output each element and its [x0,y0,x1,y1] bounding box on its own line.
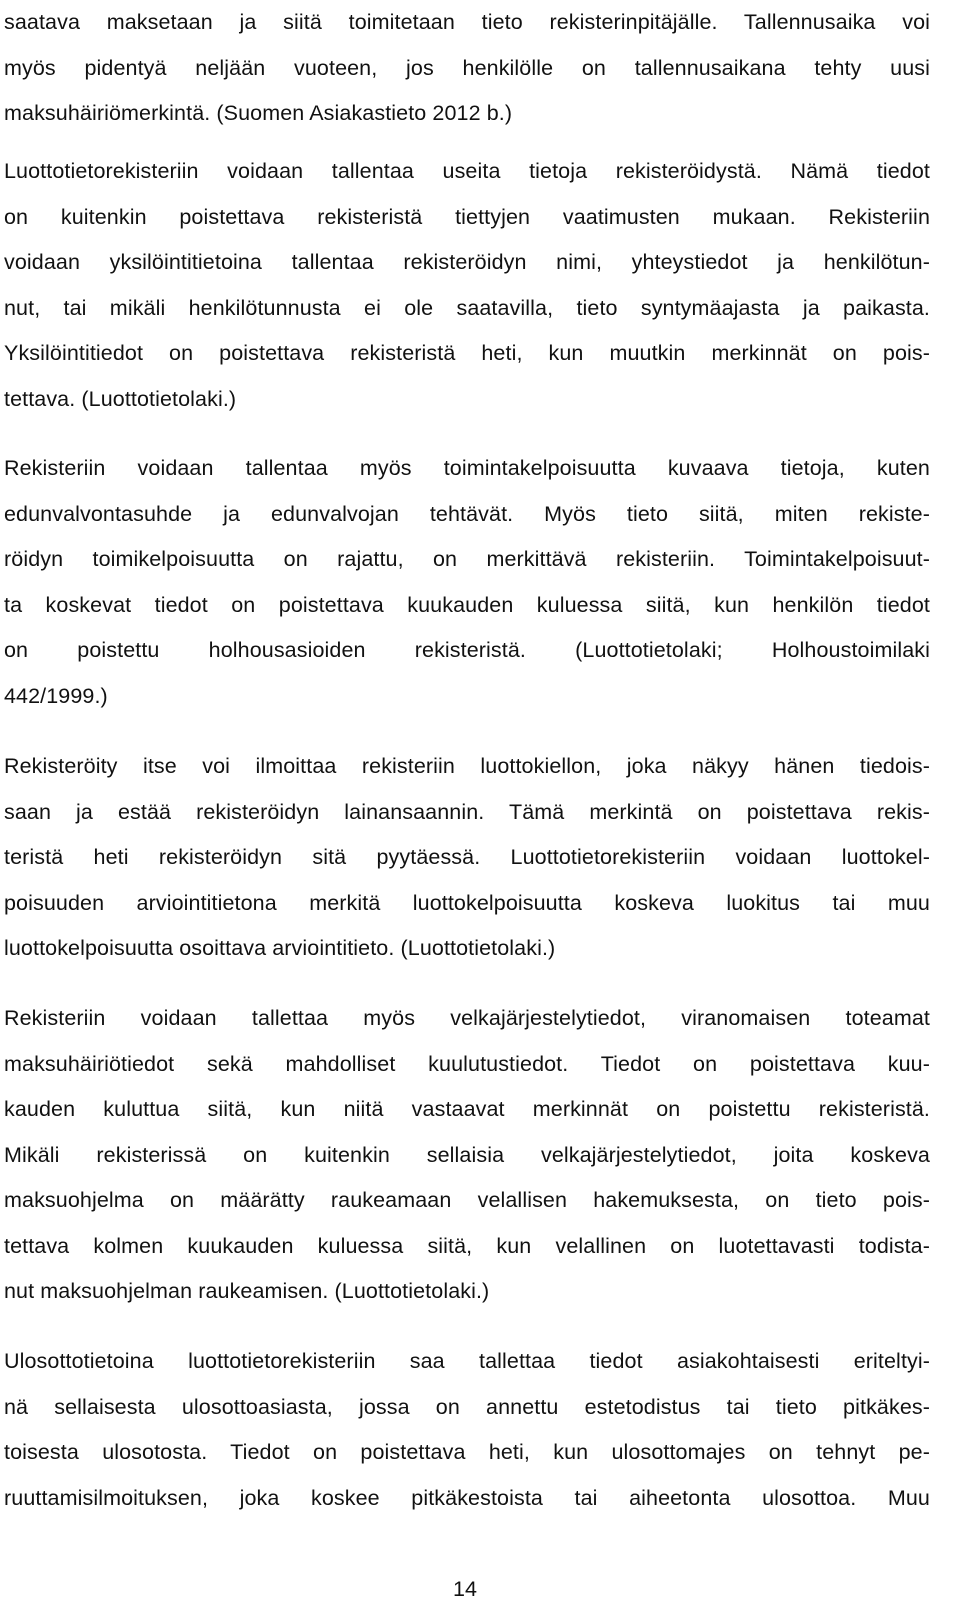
text-line: nut, tai mikäli henkilötunnusta ei ole saatavilla, tieto syntymäajasta ja paikasta. [4,295,930,320]
text-line: teristä heti rekisteröidyn sitä pyytäessä. Luottotietorekisteriin voidaan luottokel- [4,845,930,869]
text-line: ta koskevat tiedot on poistettava kuukauden kuluessa siitä, kun henkilön tiedot [4,592,930,617]
text-line: ruuttamisilmoituksen, joka koskee pitkäkestoista tai aiheetonta ulosottoa. Muu [4,1485,930,1510]
text-line: luottokelpoisuutta osoittava arviointitieto. (Luottotietolaki.) [4,936,556,960]
text-line: saan ja estää rekisteröidyn lainansaannin. Tämä merkintä on poistettava rekis- [4,799,930,824]
text-line: poisuuden arviointitietona merkitä luottokelpoisuutta koskeva luokitus tai muu [4,890,930,915]
text-line: nä sellaisesta ulosottoasiasta, jossa on annettu estetodistus tai tieto pitkäkes- [4,1394,930,1419]
text-line: toisesta ulosotosta. Tiedot on poistettava heti, kun ulosottomajes on tehnyt pe- [4,1440,930,1464]
paragraph-3 [4,446,930,719]
text-line: Rekisteröity itse voi ilmoittaa rekisteriin luottokiellon, joka näkyy hänen tiedois- [4,754,930,778]
text-line: maksuhäiriötiedot sekä mahdolliset kuulutustiedot. Tiedot on poistettava kuu- [4,1051,930,1076]
page-number: 14 [453,1577,477,1601]
paragraph-6 [4,1339,930,1521]
text-line: Mikäli rekisterissä on kuitenkin sellaisia velkajärjestelytiedot, joita koskeva [4,1142,930,1167]
text-line: Yksilöintitiedot on poistettava rekisteristä heti, kun muutkin merkinnät on pois- [4,341,930,365]
text-line: myös pidentyä neljään vuoteen, jos henkilölle on tallennusaikana tehty uusi [4,55,930,80]
text-line: Ulosottotietoina luottotietorekisteriin saa tallettaa tiedot asiakohtaisesti eriteltyi- [4,1349,930,1373]
text-line: on poistettu holhousasioiden rekisteristä. (Luottotietolaki; Holhoustoimilaki [4,638,930,662]
text-line: nut maksuohjelman raukeamisen. (Luottotietolaki.) [4,1279,490,1303]
text-line: edunvalvontasuhde ja edunvalvojan tehtävät. Myös tieto siitä, miten rekiste- [4,501,930,526]
text-line: tettava kolmen kuukauden kuluessa siitä, kun velallinen on luotettavasti todista- [4,1233,930,1258]
paragraph-2 [4,149,930,422]
paragraph-1 [4,0,930,137]
paragraph-4 [4,744,930,972]
text-line: röidyn toimikelpoisuutta on rajattu, on merkittävä rekisteriin. Toimintakelpoisuut- [4,547,930,571]
paragraph-5 [4,996,930,1315]
text-line: maksuohjelma on määrätty raukeamaan velallisen hakemuksesta, on tieto pois- [4,1188,930,1212]
text-line: voidaan yksilöintitietoina tallentaa rekisteröidyn nimi, yhteystiedot ja henkilötun- [4,250,930,274]
text-line: 442/1999.) [4,683,108,708]
text-line: tettava. (Luottotietolaki.) [4,386,237,411]
text-line: Rekisteriin voidaan tallettaa myös velkajärjestelytiedot, viranomaisen toteamat [4,1006,930,1030]
text-line: maksuhäiriömerkintä. (Suomen Asiakastieto 2012 b.) [4,101,513,125]
text-line: Rekisteriin voidaan tallentaa myös toimintakelpoisuutta kuvaava tietoja, kuten [4,456,930,480]
text-line: on kuitenkin poistettava rekisteristä tiettyjen vaatimusten mukaan. Rekisteriin [4,204,930,229]
text-line: Luottotietorekisteriin voidaan tallentaa useita tietoja rekisteröidystä. Nämä tiedot [4,159,930,183]
text-line: saatava maksetaan ja siitä toimitetaan tieto rekisterinpitäjälle. Tallennusaika voi [4,10,930,34]
text-line: kauden kuluttua siitä, kun niitä vastaavat merkinnät on poistettu rekisteristä. [4,1097,930,1121]
